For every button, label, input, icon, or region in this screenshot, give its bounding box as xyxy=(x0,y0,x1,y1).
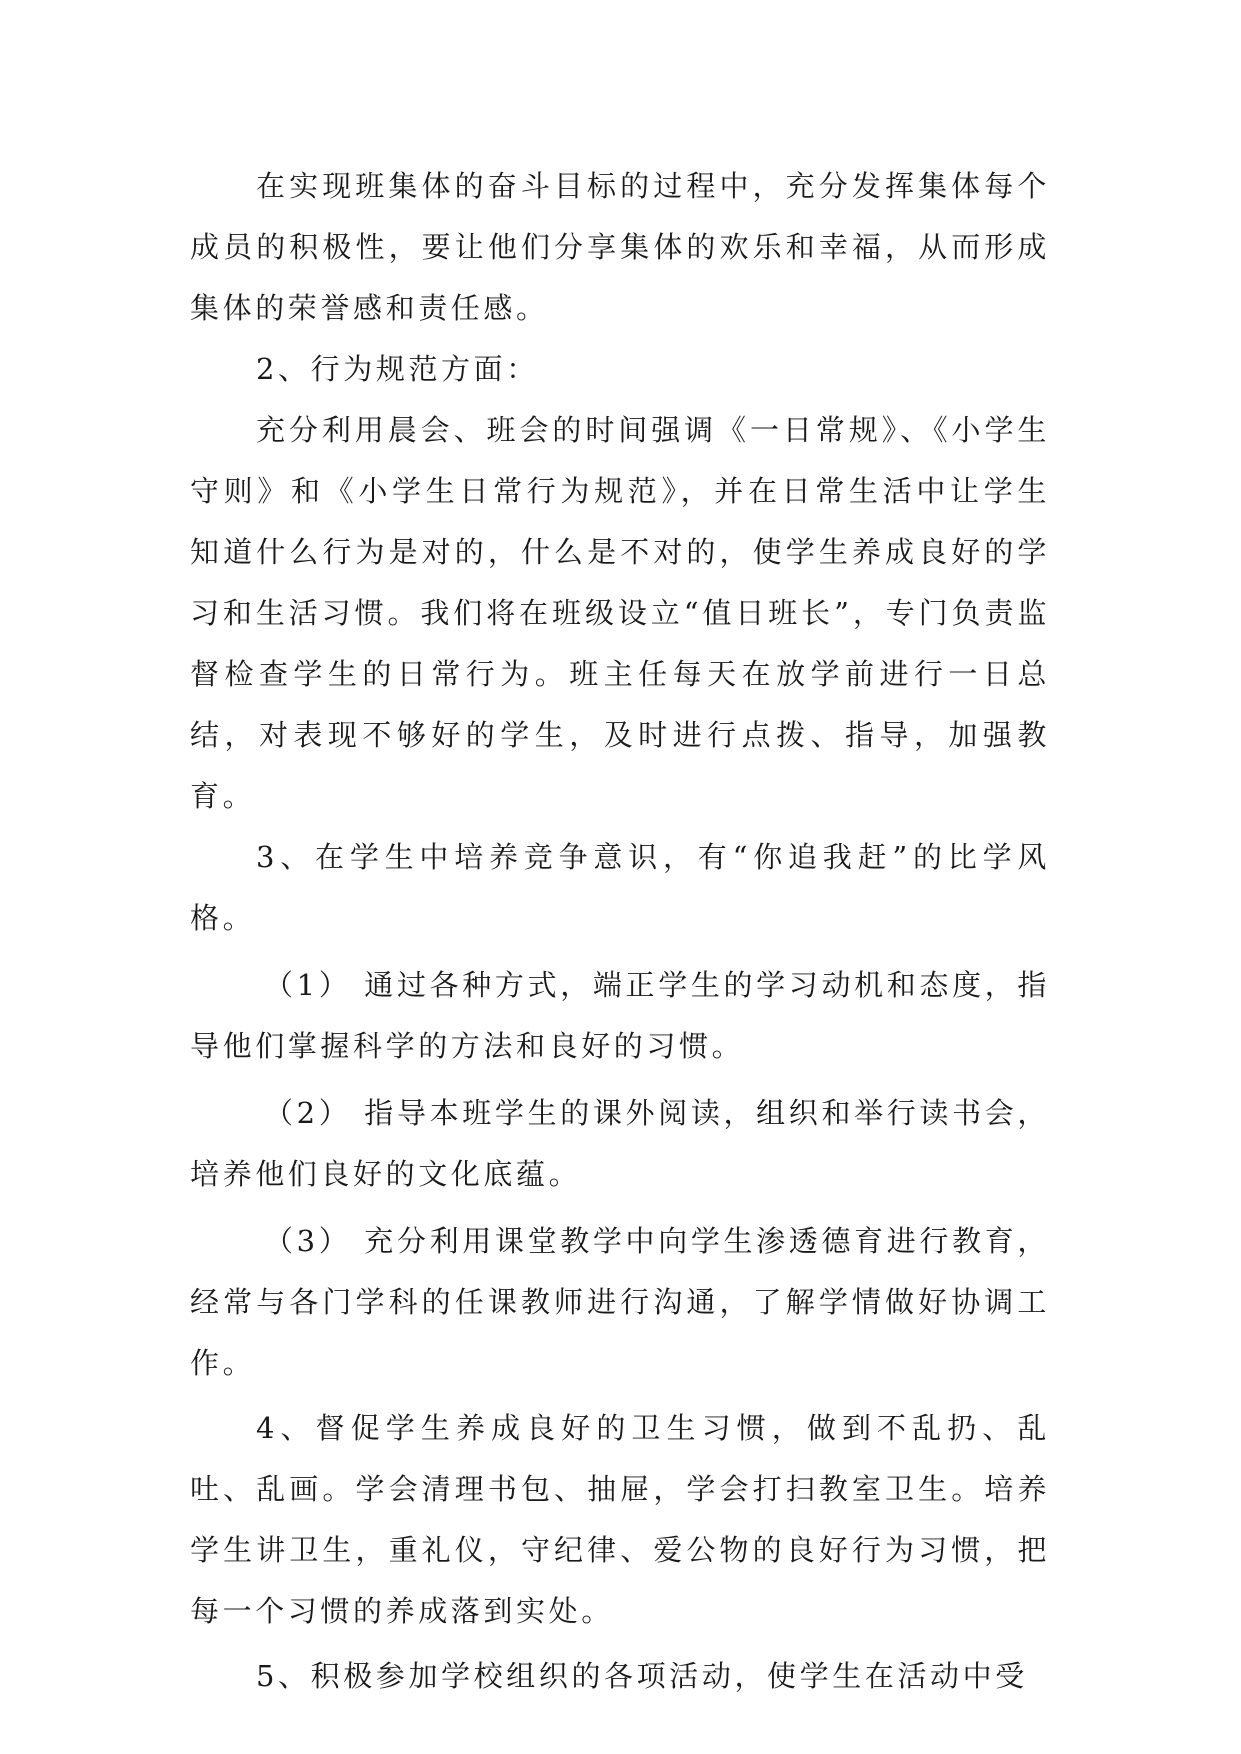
paragraph-hygiene: 4、督促学生养成良好的卫生习惯，做到不乱扔、乱吐、乱画。学会清理书包、抽屉，学会打扫教室卫生。培养学生讲卫生，重礼仪，守纪律、爱公物的良好行为习惯，把每一个习惯的养成落到实处。 xyxy=(190,1411,1050,1628)
heading-behavior-norms: 2、行为规范方面： xyxy=(256,352,539,386)
paragraph-behavior-norms: 充分利用晨会、班会的时间强调《一日常规》、《小学生守则》和《小学生日常行为规范》，并在日常生活中让学生知道什么行为是对的，什么是不对的，使学生养成良好的学习和生活习惯。我们将在班级设立“值日班长”，专门负责监督检查学生的日常行为。班主任每天在放学前进行一日总结，对表现不够好的学生，及时进行点拨、指导，加强教育。 xyxy=(190,413,1050,813)
paragraph-class-goal: 在实现班集体的奋斗目标的过程中，充分发挥集体每个成员的积极性，要让他们分享集体的欢乐和幸福，从而形成集体的荣誉感和责任感。 xyxy=(190,169,1050,325)
paragraph-activities: 5、积极参加学校组织的各项活动，使学生在活动中受 xyxy=(256,1659,1028,1693)
document-body xyxy=(190,156,1050,1707)
paragraph-item-2: （2） 指导本班学生的课外阅读，组织和举行读书会，培养他们良好的文化底蕴。 xyxy=(190,1096,1050,1191)
paragraph-item-3: （3） 充分利用课堂教学中向学生渗透德育进行教育，经常与各门学科的任课教师进行沟通，了解学情做好协调工作。 xyxy=(190,1224,1050,1380)
paragraph-item-1: （1） 通过各种方式，端正学生的学习动机和态度，指导他们掌握科学的方法和良好的习惯。 xyxy=(190,968,1050,1063)
paragraph-competition: 3、在学生中培养竞争意识，有“你追我赶”的比学风格。 xyxy=(190,840,1050,935)
